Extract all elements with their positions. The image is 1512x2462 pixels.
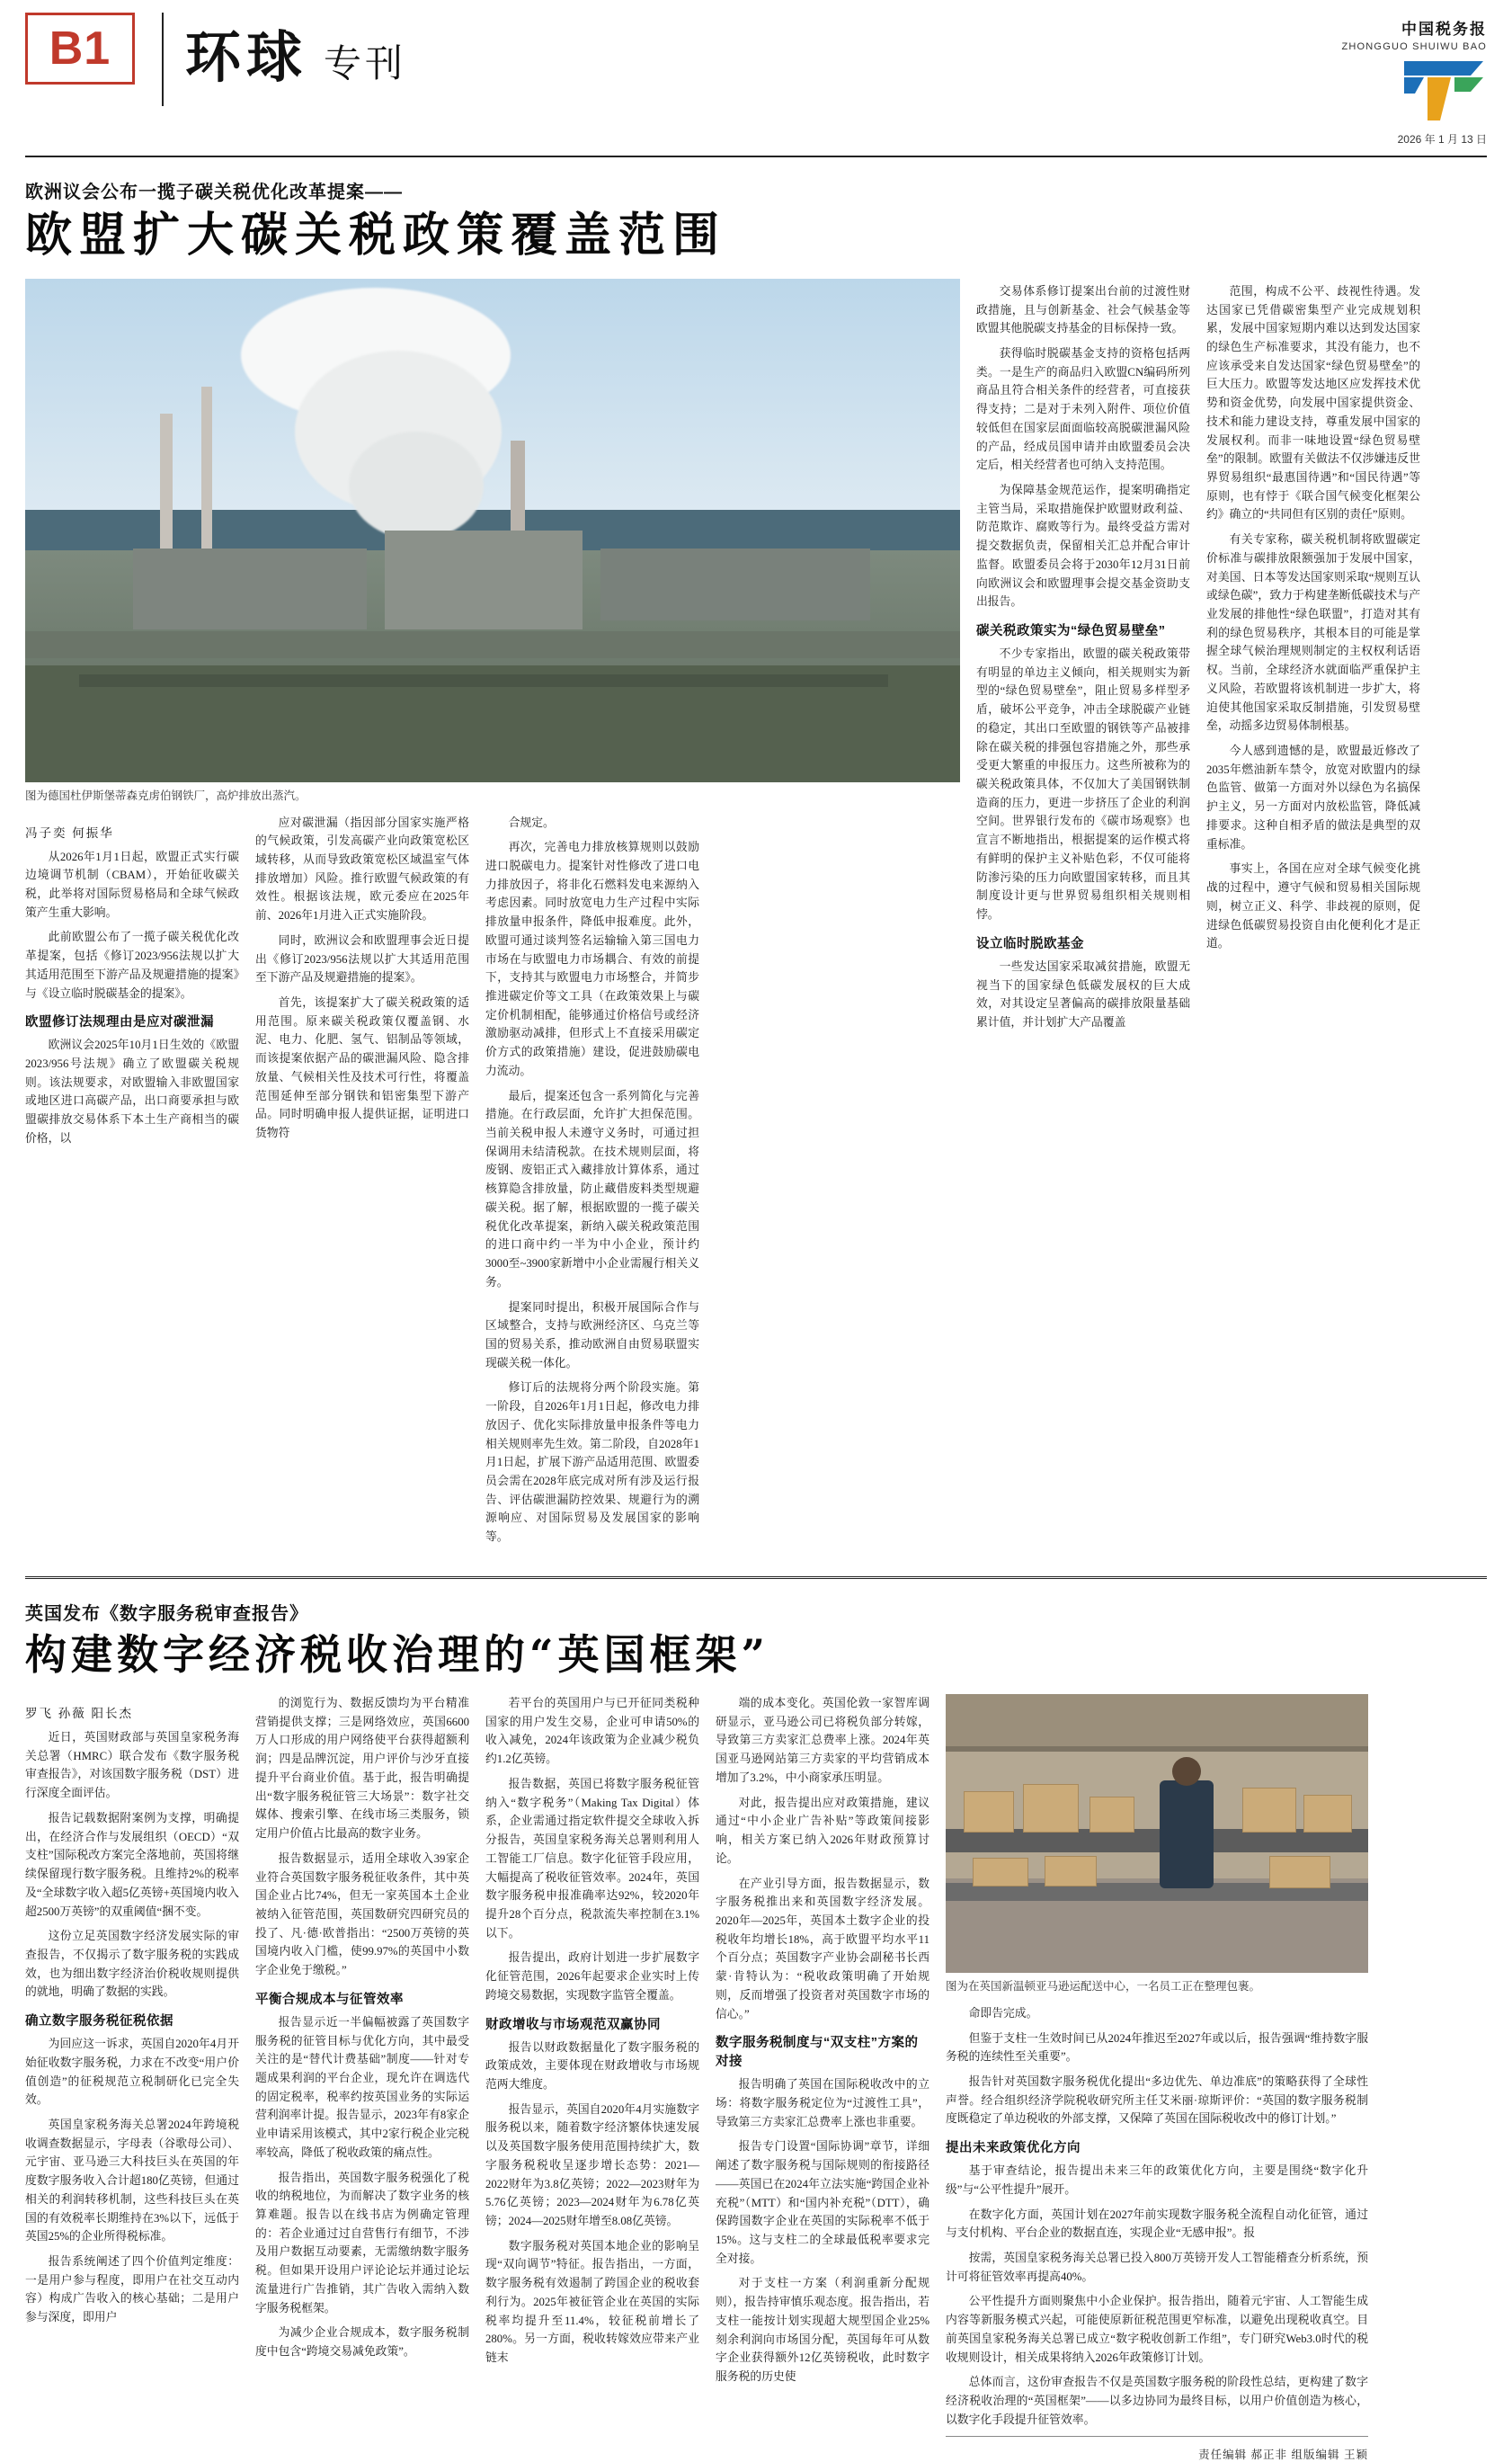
article-separator: [25, 1576, 1487, 1579]
article1-col-5: [1206, 282, 1420, 1039]
paragraph: 交易体系修订提案出台前的过渡性财政措施，且与创新基金、社会气候基金等欧盟其他脱碳支持基金的目标保持一致。: [976, 284, 1190, 335]
article2-shoulder: 英国发布《数字服务税审查报告》: [25, 1603, 308, 1624]
masthead-divider: [162, 13, 164, 106]
paragraph: 为减少企业合规成本，数字服务税制度中包含“跨境交易减免政策”。: [255, 2326, 469, 2359]
paragraph: 在产业引导方面，报告数据显示，数字服务税推出来和英国数字经济发展。2020年—2025年，英国本土数字企业的投税收年均增长18%，高于欧盟平均水平11个百分点；英国数字产业协会副秘书长西蒙·肯特认为：“税收政策明确了开始规则，反而增强了投资者对英国数字市场的信心。”: [716, 1877, 929, 2020]
paragraph: 同时，欧洲议会和欧盟理事会近日提出《修订2023/956法规以扩大其适用范围至下游产品及规避措施的提案》。: [255, 933, 469, 985]
article1-subhead-3: 设立临时脱欧基金: [976, 936, 1084, 951]
article2-subhead-3: 财政增收与市场观范双赢协同: [485, 2017, 661, 2032]
paragraph: 从2026年1月1日起，欧盟正式实行碳边境调节机制（CBAM），开始征收碳关税，此举将对国际贸易格局和全球气候政策产生重大影响。: [25, 850, 239, 919]
article1-col-2: [255, 814, 469, 1553]
paragraph: 端的成本变化。英国伦敦一家智库调研显示，亚马逊公司已将税负部分转嫁，导致第三方卖家汇总费率上涨。2024年英国亚马逊网站第三方卖家的平均营销成本增加了3.2%，中小商家承压明显。: [716, 1697, 929, 1784]
article2-col-5: [946, 2004, 1368, 2430]
article2-subhead-5: 提出未来政策优化方向: [946, 2141, 1081, 2156]
paragraph: 在数字化方面，英国计划在2027年前实现数字服务税全流程自动化征管，通过与支付机构、平台企业的数据直连，实现企业“无感申报”。报: [946, 2208, 1368, 2240]
paragraph: 近日，英国财政部与英国皇家税务海关总署（HMRC）联合发布《数字服务税审查报告》，对该国数字服务税（DST）进行深度全面评估。: [25, 1731, 239, 1800]
article2-col-4: [716, 1694, 929, 2393]
paragraph: 报告专门设置“国际协调”章节，详细阐述了数字服务税与国际规则的衔接路径——英国已在2024年立法实施“跨国企业补充税”（MTT）和“国内补充税”（DTT），确保跨国数字企业在英国的实际税率不低于15%。这与支柱二的全球最低税率要求完全对接。: [716, 2140, 929, 2265]
paragraph: 报告显示近一半偏幅被露了英国数字服务税的征管目标与优化方向，其中最受关注的是“替代计费基础”制度——针对专题成果利润的平台企业，现允许在调选代的固定税率，税率约按英国业务的实际运营利润率计提。报告显示，2023年有8家企业申请采用该模式，其中2家行税企业完税率较高，降低了税收政策的痛点性。: [255, 2015, 469, 2159]
article2-col-1: [25, 1694, 239, 2333]
article1-shoulder: 欧洲议会公布一揽子碳关税优化改革提案——: [25, 183, 403, 202]
paragraph: 的浏览行为、数据反馈均为平台精准营销提供支撑；三是网络效应，英国6600万人口形成的用户网络使平台获得超额利润；四是品牌沉淀，用户评价与沙牙直接提升平台商业价值。基于此，报告明确提出“数字服务税征管三大场景”：数字社交媒体、搜索引擎、在线市场三类服务，锁定用户价值占比最高的数字业务。: [255, 1697, 469, 1841]
paragraph: 报告以财政数据量化了数字服务税的政策成效，主要体现在财政增收与市场规范两大维度。: [485, 2040, 699, 2091]
masthead-left: [25, 13, 1217, 106]
logo-icon: [1401, 58, 1487, 124]
paragraph: 报告指出，英国数字服务税强化了税收的纳税地位，为而解决了数字业务的核算难题。报告以在线书店为例确定管理的：若企业通过过自营售行有细节，不涉及用户数据互动要素，无需缴纳数字服务税。但如果开设用户评论论坛并通过论坛流量进行广告推销，其广告收入需纳入数字服务税框架。: [255, 2171, 469, 2315]
paragraph: 获得临时脱碳基金支持的资格包括两类。一是生产的商品归入欧盟CN编码所列商品且符合相关条件的经营者，可直接获得支持；二是对于未列入附件、项位价值较低但在国家层面面临较高脱碳泄漏风险的产品，经成员国申请并由欧盟委员会决定后，相关经营者也可纳入支持范围。: [976, 346, 1190, 472]
article1-headline: 欧盟扩大碳关税政策覆盖范围: [25, 208, 727, 263]
article1-photo-caption: 图为德国杜伊斯堡蒂森克虏伯钢铁厂，高炉排放出蒸汽。: [25, 789, 307, 802]
masthead-title-main: 环球: [185, 24, 308, 90]
paragraph: 修订后的法规将分两个阶段实施。第一阶段，自2026年1月1日起，修改电力排放因子、优化实际排放量申报条件等电力相关规则率先生效。第二阶段，自2028年1月1日起，扩展下游产品适用范围、欧盟委员会需在2028年底完成对所有涉及运行报告、评估碳泄漏防控效果、规避行为的溯源响应、对国际贸易及发展国家的影响等。: [485, 1381, 699, 1544]
article2-photo-caption: 图为在英国新温顿亚马逊运配送中心，一名员工正在整理包裹。: [946, 1980, 1261, 1994]
paragraph: 一些发达国家采取减贫措施，欧盟无视当下的国家绿色低碳发展权的巨大成效，对其设定呈著偏高的碳排放限量基础累计值，并计划扩大产品覆盖: [976, 959, 1190, 1029]
paragraph: 为回应这一诉求，英国自2020年4月开始征收数字服务税，力求在不改变“用户价值创造”的征税规范立税制研化已完全失效。: [25, 2038, 239, 2107]
paragraph: 报告明确了英国在国际税收改中的立场：将数字服务税定位为“过渡性工具”，导致第三方卖家汇总费率上涨也非重要。: [716, 2078, 929, 2128]
paragraph: 今人感到遗憾的是，欧盟最近修改了2035年燃油新车禁令，放宽对欧盟内的绿色监管、做第一方面对外以绿色为名搞保护主义，另一方面对内放松监管，降低减排要求。这种自相矛盾的做法是典型的双重标准。: [1206, 745, 1420, 851]
article1-col-3: [485, 814, 699, 1553]
paper-logo: [1217, 58, 1487, 124]
paragraph: 按需，英国皇家税务海关总署已投入800万英镑开发人工智能稽查分析系统，预计可将征管效率再提高40%。: [946, 2251, 1368, 2283]
article1-right: [976, 279, 1487, 1039]
paragraph: 有关专家称，碳关税机制将欧盟碳定价标准与碳排放限额强加于发展中国家，对美国、日本等发达国家则采取“规则互认或绿色碳”，致力于构建垄断低碳技术与产业发展的排他性“绿色联盟”，打造对其有利的绿色贸易秩序，其根本目的可能是掌握全球气候治理规则制定的主权权利话语权。当前，全球经济水就面临严重保护主义风险，若欧盟将该机制进一步扩大，将迫使其他国家采取反制措施，引发贸易壁垒，动摇多边贸易体制根基。: [1206, 533, 1420, 733]
paragraph: 报告数据，英国已将数字服务税征管纳入“数字税务”（Making Tax Digital）体系，企业需通过指定软件提交全球收入拆分报告，英国皇家税务海关总署则利用人工智能工厂信息。数字化征管手段应用，大幅提高了税收征管效率。2024年，英国数字服务税申报准确率达92%，较2020年提升28个百分点，税款流失率控制在3.1%以下。: [485, 1777, 699, 1940]
paragraph: 应对碳泄漏（指因部分国家实施严格的气候政策，引发高碳产业向政策宽松区域转移，从而导致政策宽松区域温室气体排放增加）风险。推行欧盟气候政策的有效性。根据该法规，欧元委应在2025年前、2026年1月进入正式实施阶段。: [255, 816, 469, 923]
paragraph: 报告显示，英国自2020年4月实施数字服务税以来，随着数字经济繁体快速发展以及英国数字服务使用范围持续扩大，数字服务税税收呈逐步增长态势：2021—2022财年为3.8亿英镑；2022—2023财年为5.76亿英镑；2023—2024财年为6.78亿英镑；2024—2025财年增至8.08亿英镑。: [485, 2102, 699, 2228]
footer-rule: [946, 2436, 1368, 2437]
paragraph: 报告提出，政府计划进一步扩展数字化征管范围，2026年起要求企业实时上传跨境交易数据，实现数字监管全覆盖。: [485, 1951, 699, 2002]
paragraph: 范围，构成不公平、歧视性待遇。发达国家已凭借碳密集型产业完成规划积累，发展中国家短期内难以达到发达国家的绿色生产标准要求，其没有能力，也不应该承受来自发达国家“绿色贸易壁垒”的巨大压力。欧盟等发达地区应发挥技术优势和资金优势，向发展中国家提供资金、技术和能力建设支持，尊重发展中国家的发展权利。而非一味地设置“绿色贸易壁垒”的限制。欧盟有关做法不仅涉嫌违反世界贸易组织“最惠国待遇”和“国民待遇”等原则，也有悖于《联合国气候变化框架公约》确立的“共同但有区别的责任”原则。: [1206, 284, 1420, 522]
article1-subhead-1: 欧盟修订法规理由是应对碳泄漏: [25, 1015, 214, 1030]
paragraph: 总体而言，这份审查报告不仅是英国数字服务税的阶段性总结，更构建了数字经济税收治理的“英国框架”——以多边协同为最终目标，以用户价值创造为核心，以数字化手段提升征管效率。: [946, 2376, 1368, 2426]
paragraph: 欧洲议会2025年10月1日生效的《欧盟2023/956号法规》确立了欧盟碳关税规则。该法规要求，对欧盟输入非欧盟国家或地区进口高碳产品，出口商要承担与欧盟碳排放交易体系下本土生产商相当的碳价格，以: [25, 1039, 239, 1145]
article-carbon-tax: [25, 177, 1487, 1553]
paragraph: 但鉴于支柱一生效时间已从2024年推迟至2027年或以后，报告强调“维持数字服务税的连续性至关重要”。: [946, 2031, 1368, 2064]
paragraph: 报告针对英国数字服务税优化提出“多边优先、单边准底”的策略获得了全球性声誉。经合组织经济学院税收研究所主任艾米丽·琼斯评价：“英国的数字服务税制度既稳定了单边税收的外部支撑，又保障了英国在国际税收改中的修订计划。”: [946, 2074, 1368, 2126]
paragraph: 对于支柱一方案（利润重新分配规则），报告持审慎乐观态度。报告指出，若支柱一能按计划实现超大规型国企业25%刻余利润向市场国分配，英国每年可从数字企业获得额外12亿英镑税收，此时数字服务税的历史使: [716, 2277, 929, 2384]
paragraph: 报告记载数据附案例为支撑，明确提出，在经济合作与发展组织（OECD）“双支柱”国际税改方案完全落地前，英国将继续保留现行数字服务税。且维持2%的税率及“全球数字收入超5亿英镑+英国境内收入超2500万英镑”的双重阈值“捆不变。: [25, 1811, 239, 1918]
article2-right-block: [946, 1694, 1368, 2462]
paragraph: 事实上，各国在应对全球气候变化挑战的过程中，遵守气候和贸易相关国际规则，树立正义、科学、非歧视的原则，促进绿色低碳贸易投资自由化便利化才是正道。: [1206, 862, 1420, 950]
article1-col-4: [976, 282, 1190, 1039]
editor-credit: 责任编辑 郝正非 组版编辑 王颖: [1198, 2449, 1368, 2462]
masthead-title-sub: 专刊: [324, 41, 407, 85]
paragraph: 数字服务税对英国本地企业的影响呈现“双向调节”特征。报告指出，一方面，数字服务税有效遏制了跨国企业的税收套利行为。2025年被征管企业在英国的实际税率均提升至11.4%，较征税前增长了280%。另一方面，税收转嫁效应带来产业链末: [485, 2239, 699, 2365]
article1-body: [25, 279, 1487, 1553]
article1-byline: 冯子奕 何振华: [25, 825, 114, 840]
warehouse-photo: [946, 1694, 1368, 1973]
paragraph: 报告系统阐述了四个价值判定维度：一是用户参与程度，即用户在社交互动内容）构成广告收入的核心基础；二是用户参与深度，即用户: [25, 2255, 239, 2324]
issue-date: 2026 年 1 月 13 日: [1397, 133, 1487, 146]
paragraph: 最后，提案还包含一系列简化与完善措施。在行政层面，允许扩大担保范围。当前关税申报人未遵守义务时，可通过担保调用未结清税款。在技术规则层面，将废钢、废铝正式入藏排放计算体系，通过核算隐含排放量，防止藏借废料类型规避碳关税。据了解，根据欧盟的一揽子碳关税优化改革提案，新纳入碳关税政策范围的进口商中约一半为中小企业，预计约3000至~3900家新增中小企业需履行相关义务。: [485, 1089, 699, 1289]
masthead-right: [1217, 13, 1487, 147]
paragraph: 命即告完成。: [968, 2006, 1038, 2020]
paragraph: 此前欧盟公布了一揽子碳关税优化改革提案，包括《修订2023/956法规以扩大其适用范围至下游产品及规避措施的提案》与《设立临时脱碳基金的提案》。: [25, 931, 239, 1000]
paragraph: 提案同时提出，积极开展国际合作与区域整合，支持与欧洲经济区、乌克兰等国的贸易关系，推动欧洲自由贸易联盟实现碳关税一体化。: [485, 1300, 699, 1369]
masthead-rule: [25, 156, 1487, 157]
paragraph: 报告数据显示，适用全球收入39家企业符合英国数字服务税征收条件，其中英国企业占比74%，但无一家英国本土企业被纳入征管范围，英国数研究四研究员的投了、凡·德·欧普指出：“2500万英镑的英国境内收入门槛，使99.97%的英国中小数字企业免于缴税。”: [255, 1851, 469, 1977]
article2-byline: 罗飞 孙薇 阳长杰: [25, 1707, 134, 1721]
article-uk-dst: [25, 1599, 1487, 2462]
paragraph: 若平台的英国用户与已开征同类税种国家的用户发生交易，企业可申请50%的收入减免，2024年该政策为企业减少税负约1.2亿英镑。: [485, 1697, 699, 1766]
paragraph: 这份立足英国数字经济发展实际的审查报告，不仅揭示了数字服务税的实践成效，也为细出数字经济治价税收规则提供的就地，明确了数据的实践。: [25, 1930, 239, 1999]
masthead-title: [185, 13, 406, 93]
paragraph: 基于审查结论，报告提出未来三年的政策优化方向，主要是围绕“数字化升级”与“公平性提升”展开。: [946, 2164, 1368, 2196]
paragraph: 不少专家指出，欧盟的碳关税政策带有明显的单边主义倾向，相关规则实为新型的“绿色贸易壁垒”，阻止贸易多样型矛盾，破坏公平竞争，冲击全球脱碳产业链的稳定，其出口至欧盟的钢铁等产品被排除在碳关税的排强包容措施之外，那些承受更大繁重的申报压力。这些所被称为的碳关税政策具体，不仅加大了美国钢铁制造商的压力，更进一步挤压了企业的利润空间。世界银行发布的《碳市场观察》也宣言不断地指出，根据提案的运作模式将有鲜明的保护主义补贴色彩，不仅可能将防渗污染的压力向欧盟国家转移，而且其制度设计更与世界贸易组织相关规则相悖。: [976, 647, 1190, 922]
article2-col-3: [485, 1694, 699, 2374]
article2-col-2: [255, 1694, 469, 2368]
article2-subhead-4: 数字服务税制度与“双支柱”方案的对接: [716, 2036, 919, 2070]
article1-col-1: [25, 814, 239, 1553]
article2-subhead-2: 平衡合规成本与征管效率: [255, 1992, 404, 2007]
paragraph: 为保障基金规范运作，提案明确指定主管当局，采取措施保护欧盟财政利益、防范欺诈、腐败等行为。最终受益方需对提交数据负责，保留相关汇总并配合审计监督。欧盟委员会将于2030年12月31日前向欧洲议会和欧盟理事会提交基金资助支出报告。: [976, 483, 1190, 609]
masthead: [25, 0, 1487, 147]
paragraph: 英国皇家税务海关总署2024年跨境税收调查数据显示，字母表（谷歌母公司）、元宇宙、亚马逊三大科技巨头在英国的年度数字服务收入合计超180亿英镑，但通过相关的利润转移机制，这些科技巨头在英国的有效税率长期维持在3%以下，远低于英国25%的企业所得税标准。: [25, 2118, 239, 2243]
article2-subhead-1: 确立数字服务税征税依据: [25, 2014, 173, 2029]
article2-columns: [25, 1694, 1487, 2462]
steel-plant-photo: [25, 279, 960, 782]
article1-subhead-2: 碳关税政策实为“绿色贸易壁垒”: [976, 624, 1166, 639]
paragraph: 首先，该提案扩大了碳关税政策的适用范围。原来碳关税政策仅覆盖钢、水泥、电力、化肥、氢气、铝制品等领域，而该提案依据产品的碳泄漏风险、隐含排放量、气候相关性及技术可行性，将覆盖范围延伸至部分钢铁和铝密集型下游产品。同时明确申报人提供证据，证明进口货物符: [255, 996, 469, 1140]
article1-columns: [25, 814, 960, 1553]
paper-name-cn: 中国税务报: [1401, 21, 1487, 38]
paper-name-en: ZHONGGUO SHUIWU BAO: [1341, 41, 1487, 52]
paragraph: 公平性提升方面则聚焦中小企业保护。报告指出，随着元宇宙、人工智能生成内容等新服务模式兴起，可能使原新征税范围更窄标准，以避免出现税收真空。目前英国皇家税务海关总署已成立“数字税收创新工作组”，专门研究Web3.0时代的税收规则设计，相关成果将纳入2026年政策修订计划。: [946, 2295, 1368, 2364]
paragraph: 再次，完善电力排放核算规则以鼓励进口脱碳电力。提案针对性修改了进口电力排放因子，将非化石燃料发电来源纳入考虑因素。同时放宽电力生产过程中实际排放量申报条件，降低申报难度。此外，欧盟可通过谈判签名运输输入第三国电力市场在与欧盟电力市场耦合、有效的前提下，支持其与欧盟电力市场整合，并简步推进碳定价等文工具（在政策效果上与碳定价机制相配，能够通过价格信号或经济激励驱动减排，但形式上不直接采用碳定价方式的政策措施）建设，促进鼓励碳电力流动。: [485, 841, 699, 1077]
article2-headline: 构建数字经济税收治理的“英国框架”: [25, 1629, 769, 1679]
paragraph: 对此，报告提出应对政策措施，建议通过“中小企业广告补贴”等政策间接影响，相关方案已纳入2026年财政预算讨论。: [716, 1796, 929, 1865]
article1-left: [25, 279, 960, 1553]
page-badge: B1: [25, 13, 135, 85]
paragraph: 合规定。: [508, 816, 555, 829]
